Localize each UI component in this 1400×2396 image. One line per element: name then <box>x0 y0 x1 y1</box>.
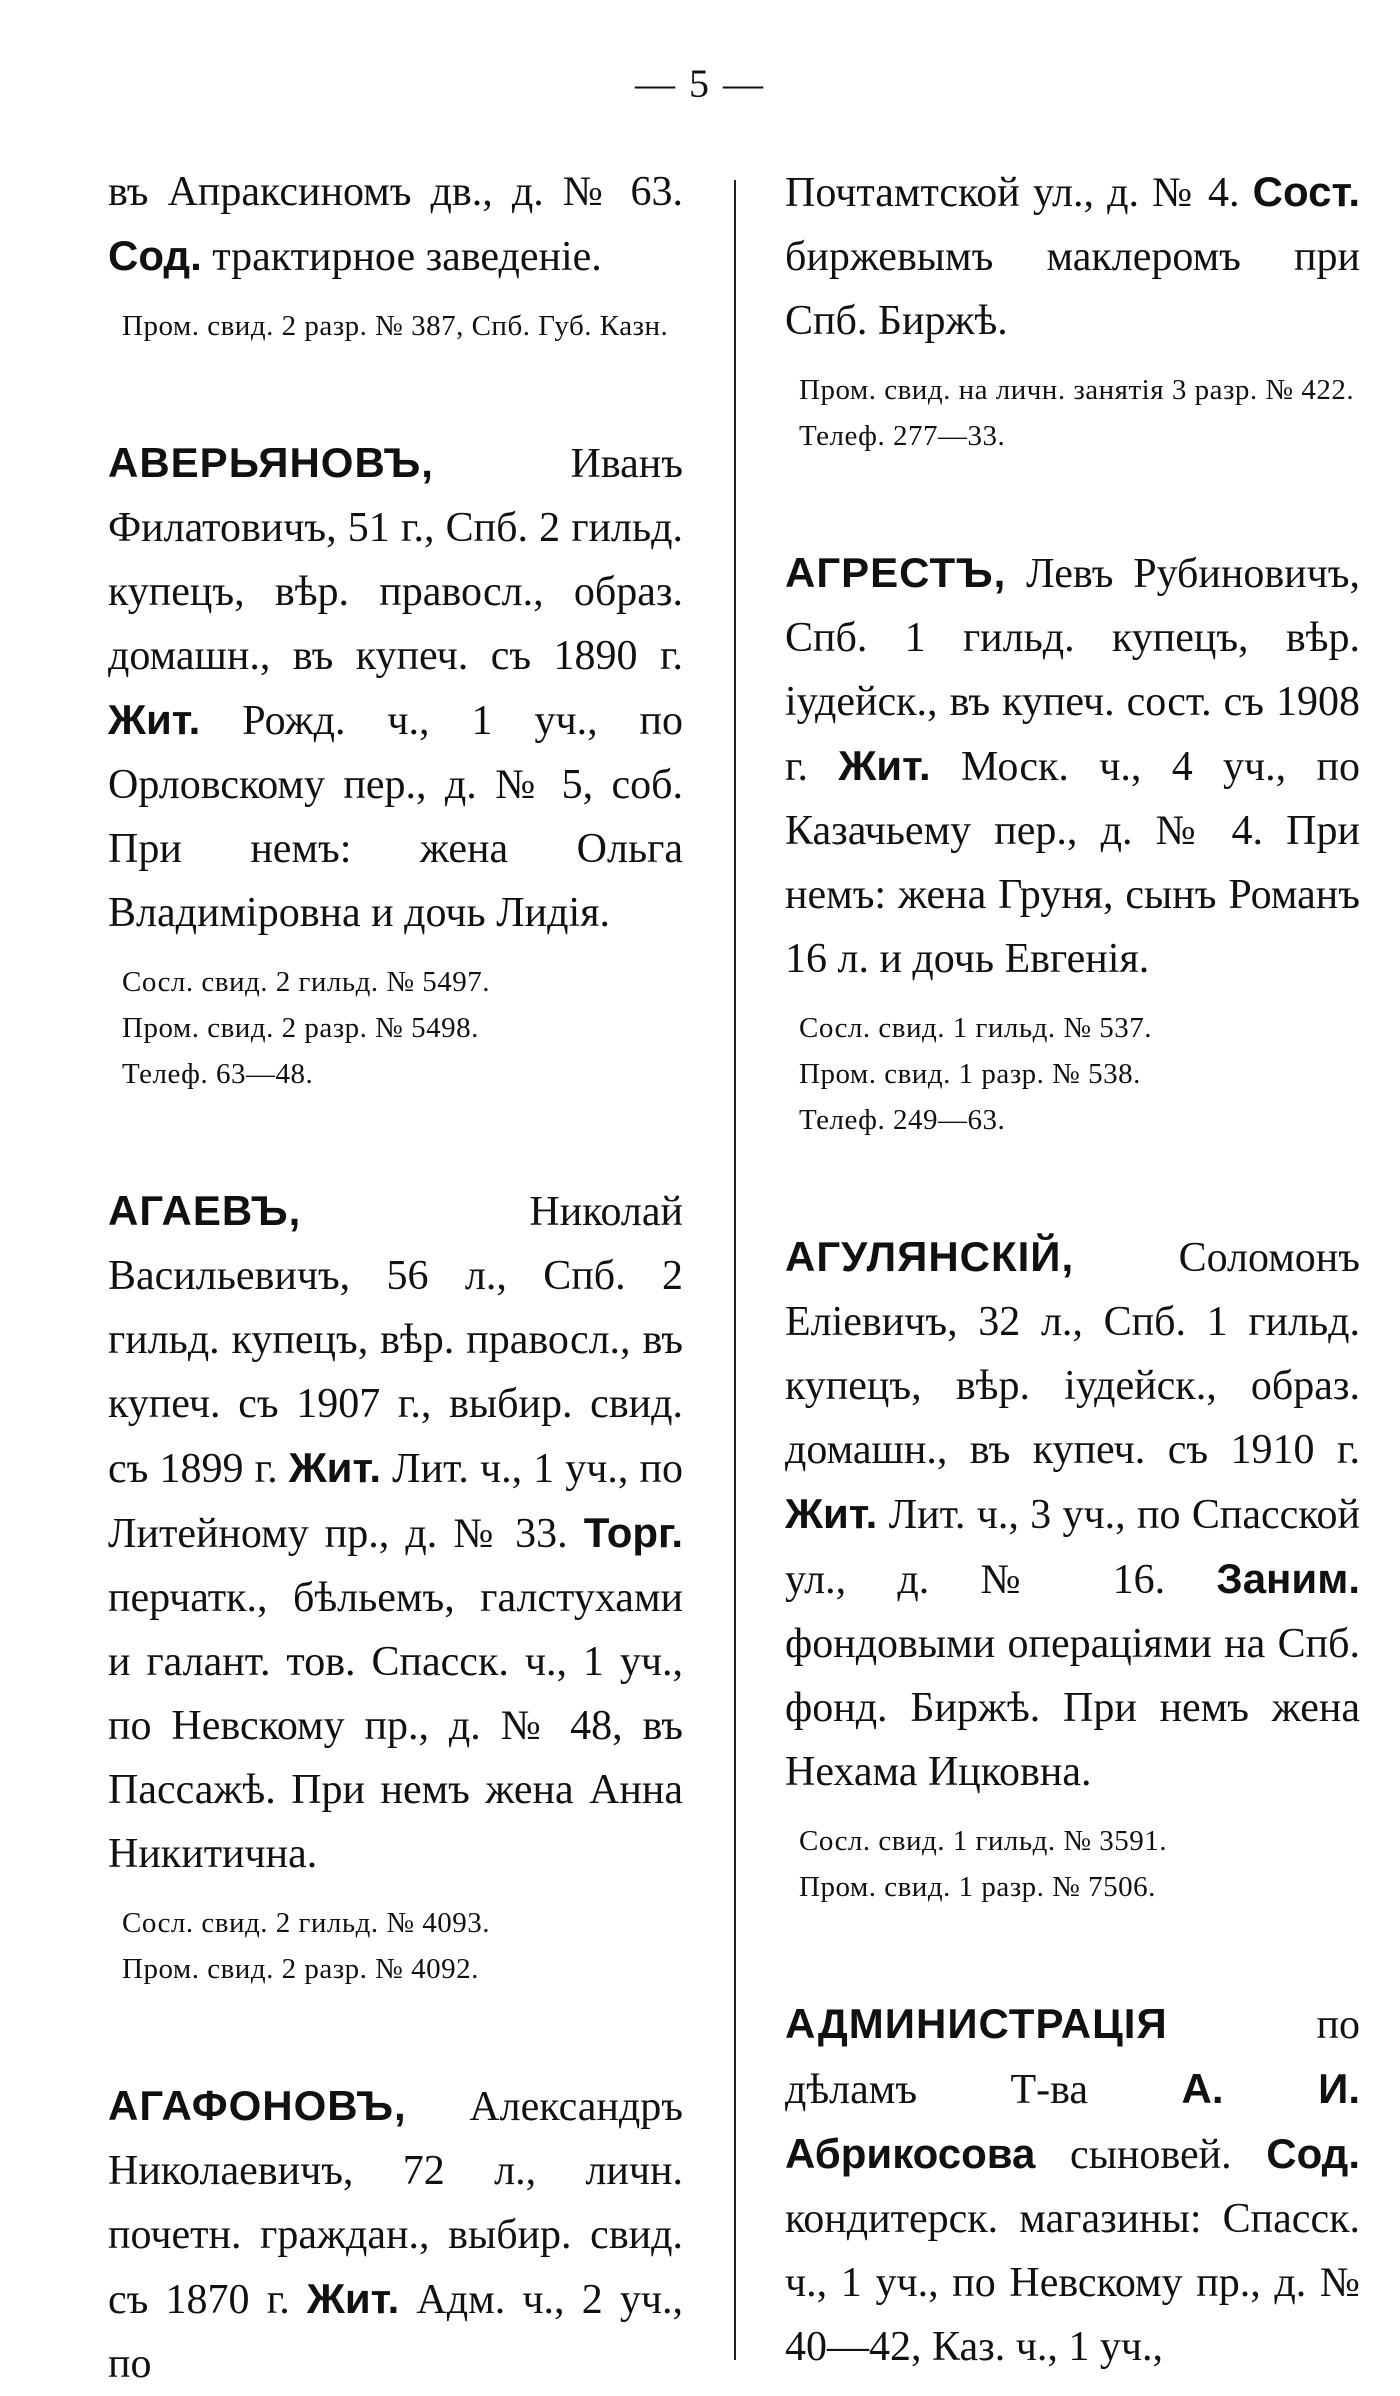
entry-surname: АГАЕВЪ, <box>108 1187 302 1234</box>
entry-keyword: Торг. <box>583 1509 684 1556</box>
entry-agrest <box>785 541 1360 1143</box>
entry-text: Иванъ Филатовичъ, 51 г., Спб. 2 гильд. купецъ, вѣр. правосл., образ. домашн., въ купеч. съ 1890 г. <box>108 441 683 679</box>
entry-text: перчатк., бѣльемъ, галстухами и галант. тов. Спасск. ч., 1 уч., по Невскому пр., д. № 48, въ Пассажѣ. При немъ жена Анна Никитична. <box>108 1575 683 1877</box>
entry-text: Лит. ч., 1 уч., по Литейному пр., д. № 33. <box>108 1446 684 1557</box>
entry-surname: АВЕРЬЯНОВЪ, <box>108 439 434 486</box>
entry-keyword: Сод. <box>1266 2130 1360 2177</box>
entry-keyword: Сод. <box>108 232 202 279</box>
entry-agaev <box>108 1179 683 1992</box>
entry-note: Пром. свид. 1 разр. № 538. <box>799 1058 1141 1090</box>
entry-keyword: Жит. <box>785 1490 878 1537</box>
entry-note: Сосл. свид. 2 гильд. № 4093. <box>122 1907 491 1939</box>
entry-keyword: Заним. <box>1216 1555 1360 1602</box>
entry-note: Пром. свид. 2 разр. № 5498. <box>122 1012 479 1044</box>
entry-text: биржевымъ маклеромъ при Спб. Биржѣ. <box>785 234 1360 344</box>
entry-text: Соломонъ Еліевичъ, 32 л., Спб. 1 гильд. купецъ, вѣр. іудейск., образ. домашн., въ купеч. съ 1910 г. <box>785 1235 1360 1473</box>
entry-text: фондовыми операціями на Спб. фонд. Биржѣ. При немъ жена Нехама Ицковна. <box>785 1621 1360 1795</box>
entry-text: Почтамтской ул., д. № 4. <box>785 170 1240 216</box>
entry-surname: АГУЛЯНСКІЙ, <box>785 1233 1075 1280</box>
entry-text: Рожд. ч., 1 уч., по Орловскому пер., д. № 5, соб. При немъ: жена Ольга Владиміровна и дочь Лидія. <box>108 698 683 936</box>
entry-note: Телеф. 277—33. <box>799 420 1006 452</box>
entry-text: по дѣламъ Т-ва <box>785 2002 1360 2113</box>
entry-text: сыновей. <box>1070 2132 1232 2178</box>
entry-text: Николай Васильевичъ, 56 л., Спб. 2 гильд. купецъ, вѣр. правосл., въ купеч. съ 1907 г., выбир. свид. съ 1899 г. <box>108 1189 683 1492</box>
entry-text: кондитерск. магазины: Спасск. ч., 1 уч., по Невскому пр., д. № 40—42, Каз. ч., 1 уч., <box>785 2196 1360 2370</box>
column-divider <box>734 180 736 2360</box>
entry-text: трактирное заведеніе. <box>212 234 602 280</box>
entry-note: Сосл. свид. 1 гильд. № 537. <box>799 1012 1153 1044</box>
entry-keyword: Жит. <box>306 2275 400 2322</box>
entry-averyanov <box>108 431 683 1097</box>
entry-keyword: Жит. <box>108 696 201 743</box>
entry-administration <box>785 1992 1360 2379</box>
entry-note: Пром. свид. 2 разр. № 4092. <box>122 1953 479 1985</box>
entry-note: Пром. свид. на личн. занятія 3 разр. № 422. <box>799 374 1355 406</box>
entry-note: Телеф. 63—48. <box>122 1058 314 1090</box>
entry-surname: АГАФОНОВЪ, <box>108 2082 407 2129</box>
entry-text: Моск. ч., 4 уч., по Казачьему пер., д. № 4. При немъ: жена Груня, сынъ Романъ 16 л. и дочь Евгенія. <box>785 744 1360 982</box>
right-column <box>785 160 1360 2379</box>
entry-agulyansky <box>785 1225 1360 1910</box>
entry-text: Адм. ч., 2 уч., по <box>108 2277 683 2387</box>
left-column <box>108 160 683 2396</box>
entry-agafonov <box>108 2074 683 2396</box>
entry-surname: АДМИНИСТРАЦІЯ <box>785 2000 1168 2047</box>
entry-text: Лит. ч., 3 уч., по Спасской ул., д. № 16. <box>785 1492 1361 1603</box>
entry-keyword: Жит. <box>288 1444 382 1491</box>
entry-continuation-right <box>785 160 1360 459</box>
page-number: — 5 — <box>635 61 765 106</box>
entry-keyword: А. И. Абрикосова <box>785 2065 1360 2177</box>
entry-surname: АГРЕСТЪ, <box>785 549 1007 596</box>
entry-note: Сосл. свид. 2 гильд. № 5497. <box>122 966 491 998</box>
entry-keyword: Жит. <box>838 742 931 789</box>
entry-note: Сосл. свид. 1 гильд. № 3591. <box>799 1825 1168 1857</box>
entry-continuation-left <box>108 160 683 349</box>
entry-note: Пром. свид. 2 разр. № 387, Спб. Губ. Казн. <box>122 310 669 342</box>
entry-text: Александръ Николаевичъ, 72 л., личн. почетн. граждан., выбир. свид. съ 1870 г. <box>108 2084 683 2323</box>
entry-text: Левъ Рубиновичъ, Спб. 1 гильд. купецъ, вѣр. іудейск., въ купеч. сост. съ 1908 г. <box>785 551 1360 790</box>
entry-note: Телеф. 249—63. <box>799 1104 1006 1136</box>
entry-text: въ Апраксиномъ дв., д. № 63. <box>108 169 683 215</box>
entry-keyword: Сост. <box>1252 168 1360 215</box>
entry-note: Пром. свид. 1 разр. № 7506. <box>799 1871 1156 1903</box>
